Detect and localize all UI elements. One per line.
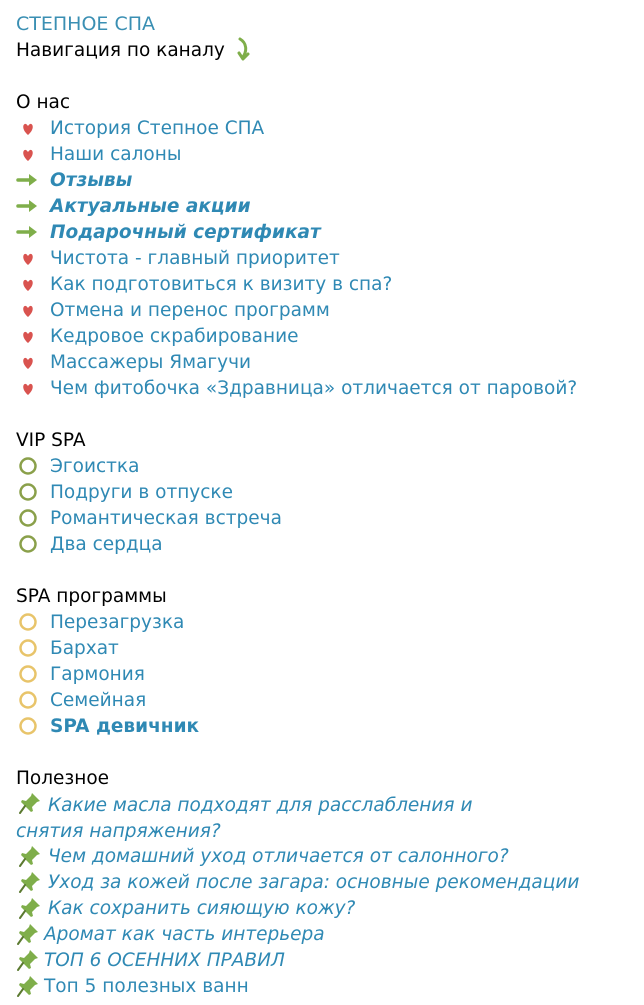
list-item[interactable]: [16, 635, 119, 661]
link-useful-baths[interactable]: Топ 5 полезных ванн: [44, 975, 249, 997]
link-cancellation[interactable]: Отмена и перенос программ: [50, 299, 330, 321]
pushpin-icon: [18, 791, 42, 815]
link-prepare-visit[interactable]: Как подготовиться к визиту в спа?: [50, 273, 393, 295]
circle-icon: [16, 636, 40, 660]
link-after-tan-care[interactable]: Уход за кожей после загара: основные рекомендации: [48, 871, 580, 893]
circle-icon: [16, 506, 40, 530]
list-item[interactable]: [16, 115, 264, 141]
link-cleanliness[interactable]: Чистота - главный приоритет: [50, 247, 340, 269]
heart-icon: [16, 272, 40, 296]
link-phytobarrel[interactable]: Чем фитобочка «Здравница» отличается от паровой?: [50, 377, 578, 399]
link-autumn-rules[interactable]: ТОП 6 ОСЕННИХ ПРАВИЛ: [44, 949, 285, 971]
pushpin-icon: [16, 922, 40, 946]
list-item[interactable]: [16, 219, 321, 245]
link-romantic-meeting[interactable]: Романтическая встреча: [50, 507, 282, 529]
link-aroma-interior[interactable]: Аромат как часть интерьера: [44, 923, 325, 945]
heart-icon: [16, 246, 40, 270]
pushpin-icon: [18, 844, 42, 868]
link-relaxing-oils[interactable]: Какие масла подходят для расслабления и снятия напряжения?: [16, 795, 473, 842]
list-item[interactable]: [16, 141, 181, 167]
link-velvet[interactable]: Бархат: [50, 637, 119, 659]
heart-icon: [16, 350, 40, 374]
pushpin-icon: [16, 974, 40, 998]
link-two-hearts[interactable]: Два сердца: [50, 533, 163, 555]
link-bachelorette[interactable]: SPA девичник: [50, 715, 200, 737]
circle-icon: [16, 480, 40, 504]
circle-icon: [16, 688, 40, 712]
circle-icon: [16, 532, 40, 556]
list-item[interactable]: [16, 843, 509, 869]
list-item[interactable]: [16, 531, 163, 557]
heart-icon: [16, 298, 40, 322]
link-history[interactable]: История Степное СПА: [50, 117, 265, 139]
nav-title-row: [16, 37, 253, 63]
link-salons[interactable]: Наши салоны: [50, 143, 182, 165]
link-gift-certificate[interactable]: Подарочный сертификат: [50, 221, 321, 243]
link-promotions[interactable]: Актуальные акции: [50, 195, 251, 217]
link-glowing-skin[interactable]: Как сохранить сияющую кожу?: [48, 897, 356, 919]
list-item[interactable]: [16, 297, 330, 323]
list-item[interactable]: [16, 973, 249, 999]
list-item[interactable]: [16, 947, 285, 973]
list-item[interactable]: [16, 791, 536, 845]
link-egoistka[interactable]: Эгоистка: [50, 455, 140, 477]
curved-arrow-down-icon: [235, 37, 253, 63]
list-item[interactable]: [16, 349, 251, 375]
link-home-vs-salon[interactable]: Чем домашний уход отличается от салонного?: [48, 845, 509, 867]
list-item[interactable]: [16, 713, 199, 739]
circle-icon: [16, 662, 40, 686]
list-item[interactable]: [16, 323, 299, 349]
section-heading-vip: VIP SPA: [16, 429, 86, 451]
nav-title: Навигация по каналу: [16, 39, 225, 61]
link-cedar-scrub[interactable]: Кедровое скрабирование: [50, 325, 299, 347]
heart-icon: [16, 142, 40, 166]
list-item[interactable]: [16, 193, 251, 219]
list-item[interactable]: [16, 895, 355, 921]
circle-icon: [16, 454, 40, 478]
arrow-right-icon: [16, 220, 40, 244]
section-heading-programs: SPA программы: [16, 585, 167, 607]
list-item[interactable]: [16, 921, 325, 947]
pushpin-icon: [18, 870, 42, 894]
section-heading-useful: Полезное: [16, 767, 110, 789]
circle-icon: [16, 714, 40, 738]
list-item[interactable]: [16, 167, 132, 193]
arrow-right-icon: [16, 168, 40, 192]
list-item[interactable]: [16, 271, 392, 297]
section-heading-about: О нас: [16, 91, 71, 113]
list-item[interactable]: [16, 687, 146, 713]
arrow-right-icon: [16, 194, 40, 218]
list-item[interactable]: [16, 609, 184, 635]
list-item[interactable]: [16, 505, 282, 531]
heart-icon: [16, 376, 40, 400]
list-item[interactable]: [16, 661, 145, 687]
link-massagers[interactable]: Массажеры Ямагучи: [50, 351, 252, 373]
list-item[interactable]: [16, 479, 233, 505]
list-item[interactable]: [16, 375, 577, 401]
heart-icon: [16, 116, 40, 140]
list-item[interactable]: [16, 245, 340, 271]
pushpin-icon: [16, 948, 40, 972]
pushpin-icon: [18, 896, 42, 920]
link-reboot[interactable]: Перезагрузка: [50, 611, 185, 633]
list-item[interactable]: [16, 453, 139, 479]
circle-icon: [16, 610, 40, 634]
link-girlfriends-vacation[interactable]: Подруги в отпуске: [50, 481, 233, 503]
link-harmony[interactable]: Гармония: [50, 663, 145, 685]
list-item[interactable]: [16, 869, 579, 895]
channel-title[interactable]: СТЕПНОЕ СПА: [16, 13, 156, 35]
heart-icon: [16, 324, 40, 348]
link-family[interactable]: Семейная: [50, 689, 147, 711]
link-reviews[interactable]: Отзывы: [50, 169, 133, 191]
